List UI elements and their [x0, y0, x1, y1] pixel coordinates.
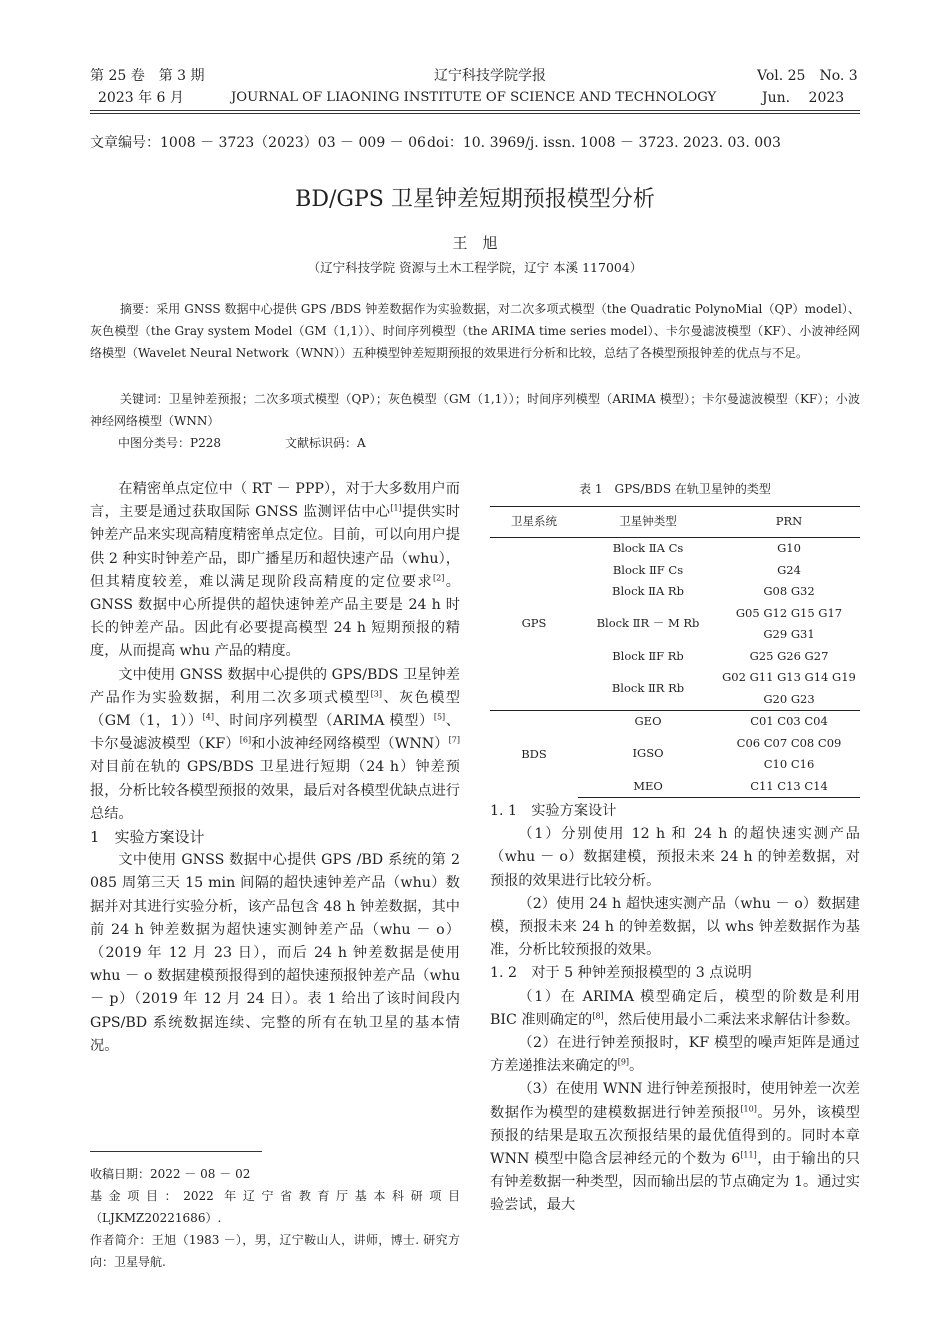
section-1-1-item-1: （1）分别使用 12 h 和 24 h 的超快速实测产品（whu － o）数据建模，预报未来 24 h 的钟差数据，对预报的效果进行比较分析。: [490, 826, 860, 889]
author-bio: 作者简介：王旭（1983 －），男，辽宁鞍山人，讲师，博士. 研究方向：卫星导航.: [90, 1233, 460, 1269]
table-cell: G10: [777, 541, 801, 555]
intro-p2-text-1: 文中使用 GNSS 数据中心提供的 GPS/BDS 卫星钟差产品作为实验数据，利用二次多项式模型: [90, 666, 460, 706]
doi: doi：10. 3969/j. issn. 1008 － 3723. 2023. 03. 003: [427, 135, 781, 151]
abstract: 摘要：采用 GNSS 数据中心提供 GPS /BDS 钟差数据作为实验数据，对二次多项式模型（the Quadratic PolynoMial（QP）model）、灰色模型（the Gray system Model（GM（1,1））、时间序列模型（the ARIMA time series model）、卡尔曼滤波模型（KF）、小波神经网络模型（Wavelet Neural Network（WNN））五种模型钟差短期预报的效果进行分析和比较，总结了各模型预报钟差的优点与不足。: [90, 302, 860, 360]
citation-1: [1]: [390, 503, 402, 513]
table-cell: Block ⅡA Rb: [612, 584, 684, 598]
intro-paragraph-1: [90, 478, 460, 664]
journal-name-cn: 辽宁科技学院学报: [434, 68, 546, 84]
author: 王 旭: [452, 234, 498, 252]
s12-p3-text-2: 。另外，该模型预报的结果是取五次预报结果的最优值得到的。同时本章 WNN 模型中隐含层神经元的个数为 6: [490, 1104, 860, 1168]
intro-p1-text-3: 。GNSS 数据中心所提供的超快速钟差产品主要是 24 h 时长的钟差产品。因此有必要提高模型 24 h 短期预报的精度，从而提高 whu 产品的精度。: [90, 573, 460, 660]
intro-p2-text-3: 、时间序列模型（ARIMA 模型）: [214, 713, 434, 730]
table-caption: 表 1 GPS/BDS 在轨卫星钟的类型: [579, 482, 771, 496]
table-cell-bds: BDS: [490, 711, 578, 798]
citation-9: [9]: [617, 1057, 630, 1067]
journal-volume-issue: 第 25 卷 第 3 期: [90, 68, 205, 84]
affiliation: （辽宁科技学院 资源与土木工程学院，辽宁 本溪 117004）: [307, 260, 643, 275]
intro-p2-text-2: 、灰色模型（GM（1，1））: [90, 689, 460, 730]
section-1-1-title: 1. 1 实验方案设计: [490, 803, 617, 819]
citation-4: [4]: [202, 712, 214, 722]
footnotes: [90, 1163, 460, 1273]
table-cell: GEO: [578, 711, 718, 733]
received-date: 收稿日期：2022 － 08 － 02: [90, 1167, 251, 1181]
left-column: [90, 478, 460, 1058]
section-1-title: 1 实验方案设计: [90, 828, 205, 847]
article-number: 文章编号：1008 － 3723（2023）03 － 009 － 06: [90, 135, 426, 151]
table-header-clock-type: 卫星钟类型: [578, 507, 718, 538]
citation-5: [5]: [433, 712, 446, 722]
section-1-2-item-1: [490, 986, 860, 1032]
table-cell-gps: GPS: [521, 616, 547, 631]
s12-p1-text-2: ，然后使用最小二乘法来求解估计参数。: [603, 1011, 860, 1028]
table-cell: Block ⅡF Rb: [612, 648, 684, 663]
citation-7: [7]: [448, 735, 460, 745]
document-code: 文献标识码：A: [285, 436, 366, 450]
table-cell: Block ⅡA Cs: [612, 541, 684, 555]
table-cell: C01 C03 C04: [718, 711, 860, 733]
table-cell: G25 G26 G27: [749, 648, 829, 663]
table-cell: Block ⅡR － M Rb: [596, 616, 700, 631]
table-row: [490, 538, 860, 560]
table-cell: Block ⅡF Cs: [612, 562, 684, 577]
table-row: [490, 711, 860, 733]
s12-p1-text-1: （1）在 ARIMA 模型确定后，模型的阶数是利用 BIC 准则确定的: [490, 988, 860, 1028]
citation-10: [10]: [740, 1103, 757, 1113]
intro-p2-text-6: 对目前在轨的 GPS/BDS 卫星进行短期（24 h）钟差预报，分析比较各模型预报的效果，最后对各模型优缺点进行总结。: [90, 759, 460, 822]
table-cell: G20 G23: [763, 691, 815, 706]
s12-p3-text-1: （3）在使用 WNN 进行钟差预报时，使用钟差一次差数据作为模型的建模数据进行钟差预报: [490, 1081, 860, 1121]
footnote-rule: [90, 1151, 262, 1152]
journal-date: 2023 年 6 月: [98, 90, 184, 106]
fund-info: 基金项目：2022 年辽宁省教育厅基本科研项目（LJKMZ20221686）.: [90, 1189, 460, 1225]
journal-vol-en: Vol. 25 No. 3: [757, 68, 858, 84]
header-rule: [90, 110, 860, 111]
section-1-paragraph: 文中使用 GNSS 数据中心提供 GPS /BD 系统的第 2 085 周第三天 15 min 间隔的超快速钟差产品（whu）数据并对其进行实验分析，该产品包含 48 h 钟差数据，其中前 24 h 钟差数据为超快速实测钟差产品（whu － o）（2019 年 12 月 23 日），而后 24 h 钟差数据是使用 whu － o 数据建模预报得到的超快速预报钟差产品（whu － p）（2019 年 12 月 24 日）。表 1 给出了该时间段内 GPS/BD 系统数据连续、完整的所有在轨卫星的基本情况。: [90, 852, 460, 1054]
intro-p1-text-1: 在精密单点定位中（ RT － PPP），对于大多数用户而言，主要是通过获取国际 GNSS 监测评估中心: [90, 481, 460, 521]
classification-number: 中图分类号：P228: [118, 436, 221, 450]
intro-p2-text-4: 、卡尔曼滤波模型（KF）: [90, 713, 460, 753]
section-1-2-title: 1. 2 对于 5 种钟差预报模型的 3 点说明: [490, 965, 752, 982]
citation-2: [2]: [433, 573, 445, 583]
keywords: 关键词：卫星钟差预报；二次多项式模型（QP）；灰色模型（GM（1,1））；时间序列模型（ARIMA 模型）；卡尔曼滤波模型（KF）；小波神经网络模型（WNN）: [90, 392, 860, 428]
table-header-prn: PRN: [718, 507, 860, 538]
intro-paragraph-2: [90, 664, 460, 826]
section-1-2-item-2: [490, 1032, 860, 1078]
citation-8: [8]: [592, 1011, 604, 1021]
table-cell: IGSO: [632, 746, 664, 761]
table-cell: MEO: [578, 776, 718, 798]
table-cell: C06 C07 C08 C09: [736, 735, 842, 750]
table-cell: G29 G31: [763, 627, 815, 641]
s12-p3-text-3: ，由于输出的只有钟差数据一种类型，因而输出层的节点确定为 1。通过实验尝试，最大: [490, 1151, 860, 1214]
table-cell: G24: [777, 562, 801, 577]
table-cell: Block ⅡR Rb: [611, 680, 685, 695]
journal-date-en: Jun. 2023: [762, 90, 845, 106]
citation-6: [6]: [239, 735, 252, 745]
s12-p2-text-2: 。: [629, 1058, 644, 1075]
journal-name-en: JOURNAL OF LIAONING INSTITUTE OF SCIENCE AND TECHNOLOGY: [231, 90, 717, 105]
intro-p1-text-2: 提供实时钟差产品来实现高精度精密单点定位。目前，可以向用户提供 2 种实时钟差产品，即广播星历和超快速产品（whu），但其精度较差，难以满足现阶段高精度的定位要求: [90, 504, 460, 590]
s12-p2-text-1: （2）在进行钟差预报时，KF 模型的噪声矩阵是通过方差递推法来确定的: [490, 1035, 860, 1075]
table-cell: C10 C16: [763, 757, 815, 771]
paper-title: BD/GPS 卫星钟差短期预报模型分析: [295, 187, 655, 212]
right-column: [490, 800, 860, 1218]
table-1: [490, 506, 860, 798]
table-cell: C11 C13 C14: [718, 776, 860, 798]
table-cell: G08 G32: [763, 584, 815, 598]
section-1-1-item-2: （2）使用 24 h 超快速实测产品（whu － o）数据建模，预报未来 24 h 的钟差数据，以 whs 钟差数据作为基准，分析比较预报的效果。: [490, 895, 860, 959]
table-header-system: 卫星系统: [490, 507, 578, 538]
section-1-2-item-3: [490, 1078, 860, 1217]
table-cell: G05 G12 G15 G17: [735, 605, 843, 620]
citation-11: [11]: [740, 1150, 757, 1160]
header-rule-2: [90, 113, 860, 114]
intro-p2-text-5: 和小波神经网络模型（WNN）: [251, 736, 449, 753]
table-cell: G02 G11 G13 G14 G19: [722, 670, 856, 684]
citation-3: [3]: [370, 689, 383, 699]
